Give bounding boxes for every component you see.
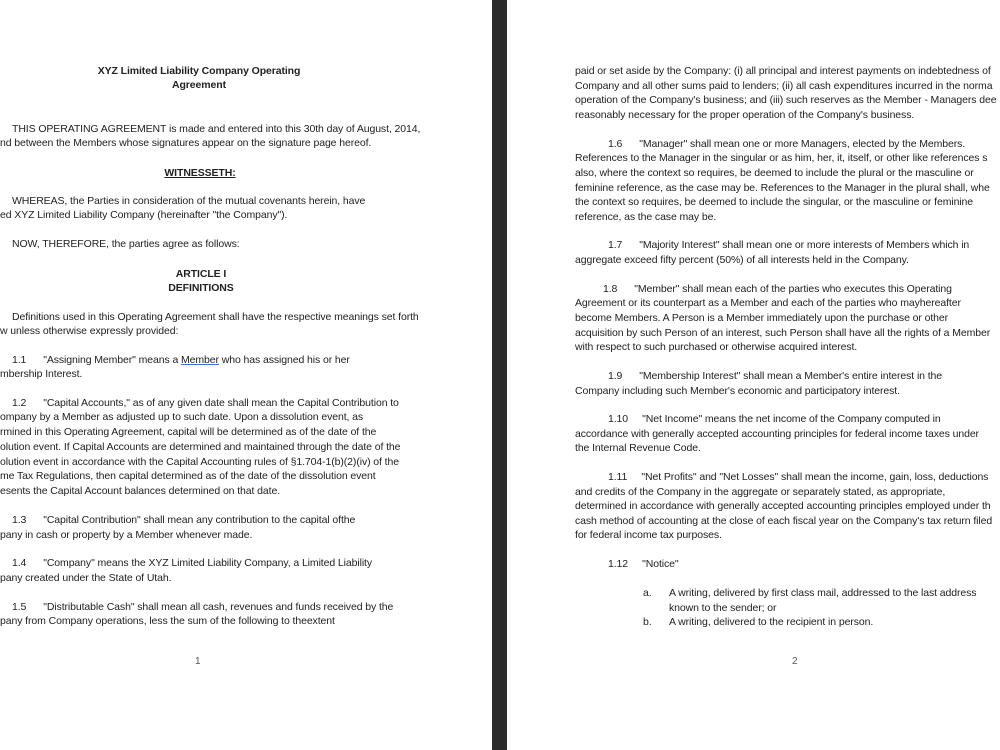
section-1-6-line: reference, as the case may be. <box>575 211 717 223</box>
section-1-8-line: Agreement or its counterpart as a Member and each of the parties who mayhereafter <box>575 297 961 309</box>
section-1-10-line: the Internal Revenue Code. <box>575 442 701 454</box>
section-1-3-line: pany in cash or property by a Member whenever made. <box>0 529 253 541</box>
section-1-4-line: 1.4 "Company" means the XYZ Limited Liability Company, a Limited Liability <box>12 557 373 569</box>
section-1-6-line: References to the Manager in the singular or as him, her, it, itself, or other like references s <box>575 152 988 164</box>
member-link[interactable]: Member <box>181 354 219 366</box>
section-1-9-line: 1.9 "Membership Interest" shall mean a Member's entire interest in the <box>608 370 943 382</box>
section-1-11-line: determined in accordance with generally accepted accounting principles employed under th <box>575 500 991 512</box>
section-1-2-line: me Tax Regulations, then capital determined as of the date of the dissolution event <box>0 470 376 482</box>
section-1-2-line: 1.2 "Capital Accounts," as of any given date shall mean the Capital Contribution to <box>12 397 399 409</box>
list-item-line: known to the sender; or <box>669 602 777 614</box>
list-item-label: a. <box>643 587 652 599</box>
section-1-12-line: 1.12 "Notice" <box>608 558 679 570</box>
section-1-10-line: accordance with generally accepted accounting principles for federal income taxes under <box>575 428 979 440</box>
section-1-2-line: esents the Capital Account balances determined on that date. <box>0 485 281 497</box>
section-1-3-line: 1.3 "Capital Contribution" shall mean any contribution to the capital ofthe <box>12 514 356 526</box>
list-item-line: A writing, delivered to the recipient in person. <box>669 616 874 628</box>
section-1-2-line: olution event in accordance with the Capital Accounting rules of §1.704-1(b)(2)(iv) of the <box>0 456 399 468</box>
section-1-11-line: 1.11 "Net Profits" and "Net Losses" shall mean the income, gain, loss, deductions <box>608 471 989 483</box>
page-number: 1 <box>195 656 201 667</box>
continuation-line: reasonably necessary for the proper operation of the Company's business. <box>575 109 915 121</box>
page-divider <box>492 0 507 750</box>
document-title-line-1: XYZ Limited Liability Company Operating <box>97 65 301 77</box>
section-1-8-line: acquisition by such Person of an interest, such Person shall have all the rights of a Member <box>575 327 991 339</box>
section-1-5-line: 1.5 "Distributable Cash" shall mean all cash, revenues and funds received by the <box>12 601 394 613</box>
section-1-2-line: olution event. If Capital Accounts are determined and maintained through the date of the <box>0 441 401 453</box>
continuation-line: paid or set aside by the Company: (i) all principal and interest payments on indebtedness of <box>575 65 991 77</box>
list-item-label: b. <box>643 616 652 628</box>
section-1-10-line: 1.10 "Net Income" means the net income of the Company computed in <box>608 413 941 425</box>
article-heading: ARTICLE I <box>175 268 227 280</box>
section-1-1-text: who has assigned his or her <box>218 354 350 366</box>
section-1-6-line: the context so requires, be deemed to include the singular, or the masculine or feminine <box>575 196 974 208</box>
section-1-6-line: also, where the context so requires, be deemed to include the plural or the masculine or <box>575 167 974 179</box>
section-1-11-line: cash method of accounting at the close of each fiscal year on the Company's tax return filed <box>575 515 993 527</box>
section-1-5-line: pany from Company operations, less the sum of the following to theextent <box>0 615 335 627</box>
section-1-8-line: with respect to such purchased or otherwise acquired interest. <box>575 341 858 353</box>
witnesseth-heading: WITNESSETH: <box>164 167 236 179</box>
section-1-2-line: rmined in this Operating Agreement, capital will be determined as of the date of the <box>0 426 377 438</box>
section-1-7-line: 1.7 "Majority Interest" shall mean one or more interests of Members which in <box>608 239 970 251</box>
section-1-11-line: and credits of the Company in the aggregate or separately stated, as appropriate, <box>575 486 946 498</box>
definitions-intro-line: w unless otherwise expressly provided: <box>0 325 179 337</box>
whereas-paragraph-line: WHEREAS, the Parties in consideration of the mutual covenants herein, have <box>12 195 366 207</box>
section-1-8-line: become Members. A Person is a Member immediately upon the purchase or other <box>575 312 949 324</box>
section-1-6-line: feminine reference, as the case may be. References to the Manager in the plural shall, whe <box>575 182 990 194</box>
section-1-7-line: aggregate exceed fifty percent (50%) of all interests held in the Company. <box>575 254 909 266</box>
definitions-intro-line: Definitions used in this Operating Agreement shall have the respective meanings set forth <box>12 311 419 323</box>
intro-paragraph-line: THIS OPERATING AGREEMENT is made and entered into this 30th day of August, 2014, <box>12 123 421 135</box>
section-1-2-line: ompany by a Member as adjusted up to such date. Upon a dissolution event, as <box>0 411 364 423</box>
section-1-8-line: 1.8 "Member" shall mean each of the parties who executes this Operating <box>603 283 952 295</box>
intro-paragraph-line: nd between the Members whose signatures appear on the signature page hereof. <box>0 137 372 149</box>
page-number: 2 <box>792 656 798 667</box>
article-title: DEFINITIONS <box>168 282 234 294</box>
continuation-line: operation of the Company's business; and (iii) such reserves as the Member - Managers dee <box>575 94 997 106</box>
section-1-6-line: 1.6 "Manager" shall mean one or more Managers, elected by the Members. <box>608 138 966 150</box>
list-item-line: A writing, delivered by first class mail, addressed to the last address <box>669 587 977 599</box>
whereas-paragraph-line: ed XYZ Limited Liability Company (hereinafter "the Company"). <box>0 209 288 221</box>
now-therefore-line: NOW, THEREFORE, the parties agree as follows: <box>12 238 240 250</box>
section-1-1-line: mbership Interest. <box>0 368 83 380</box>
section-1-9-line: Company including such Member's economic and participatory interest. <box>575 385 900 397</box>
document-page-2 <box>507 0 1000 750</box>
continuation-line: Company and all other sums paid to lenders; (ii) all cash expenditures incurred in the norma <box>575 80 993 92</box>
document-page-1 <box>0 0 492 750</box>
section-1-4-line: pany created under the State of Utah. <box>0 572 172 584</box>
section-1-11-line: for federal income tax purposes. <box>575 529 722 541</box>
document-title-line-2: Agreement <box>172 79 226 91</box>
section-1-1-line <box>12 353 350 367</box>
section-1-1-text: 1.1 "Assigning Member" means a <box>12 354 182 366</box>
